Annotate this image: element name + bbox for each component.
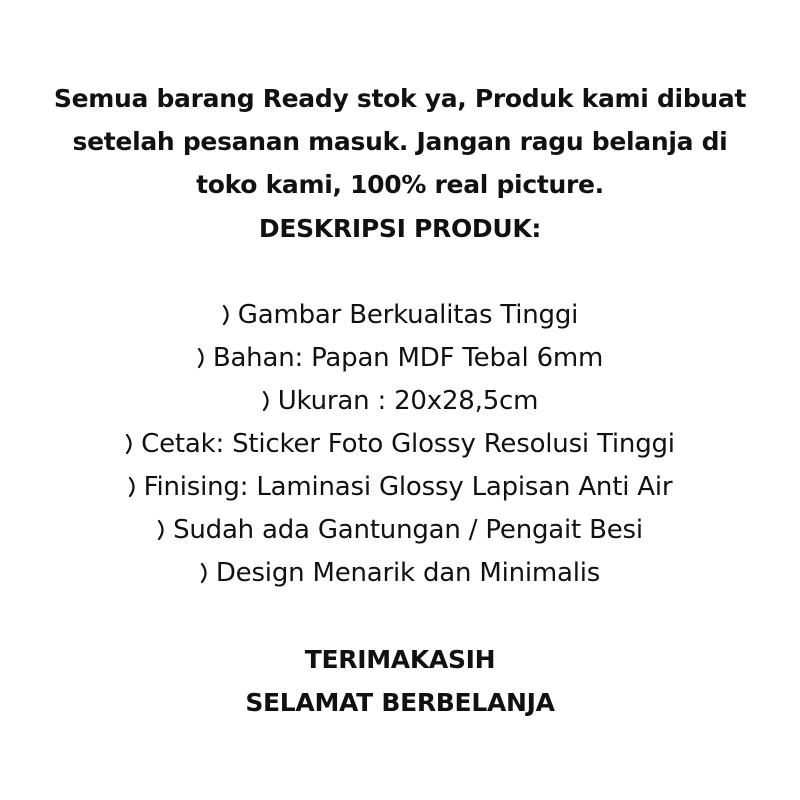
chevron-right-icon: [125, 433, 135, 455]
description-item-text: Ukuran : 20x28,5cm: [277, 386, 539, 416]
chevron-right-icon: [200, 562, 210, 584]
intro-line-2: setelah pesanan masuk. Jangan ragu belanja di: [72, 127, 728, 156]
description-item: [0, 560, 800, 586]
description-item: [0, 302, 800, 328]
intro-line-3: toko kami, 100% real picture.: [196, 170, 604, 199]
chevron-right-icon: [128, 476, 138, 498]
description-item: [0, 474, 800, 500]
description-item-text: Gambar Berkualitas Tinggi: [237, 300, 579, 330]
description-item-text: Sudah ada Gantungan / Pengait Besi: [173, 515, 643, 545]
description-item-text: Finising: Laminasi Glossy Lapisan Anti Air: [143, 472, 673, 502]
description-heading: DESKRIPSI PRODUK:: [258, 214, 542, 243]
closing-happy-shopping: SELAMAT BERBELANJA: [245, 688, 555, 717]
intro-line-1: Semua barang Ready stok ya, Produk kami dibuat: [53, 84, 747, 113]
chevron-right-icon: [197, 347, 207, 369]
description-item-text: Bahan: Papan MDF Tebal 6mm: [212, 343, 604, 373]
chevron-right-icon: [222, 304, 232, 326]
chevron-right-icon: [157, 519, 167, 541]
chevron-right-icon: [262, 390, 272, 412]
description-item: [0, 431, 800, 457]
description-item: [0, 345, 800, 371]
description-item: [0, 517, 800, 543]
description-item-text: Design Menarik dan Minimalis: [215, 558, 601, 588]
closing-thanks: TERIMAKASIH: [304, 645, 496, 674]
description-item-text: Cetak: Sticker Foto Glossy Resolusi Tinggi: [141, 429, 675, 459]
description-item: [0, 388, 800, 414]
